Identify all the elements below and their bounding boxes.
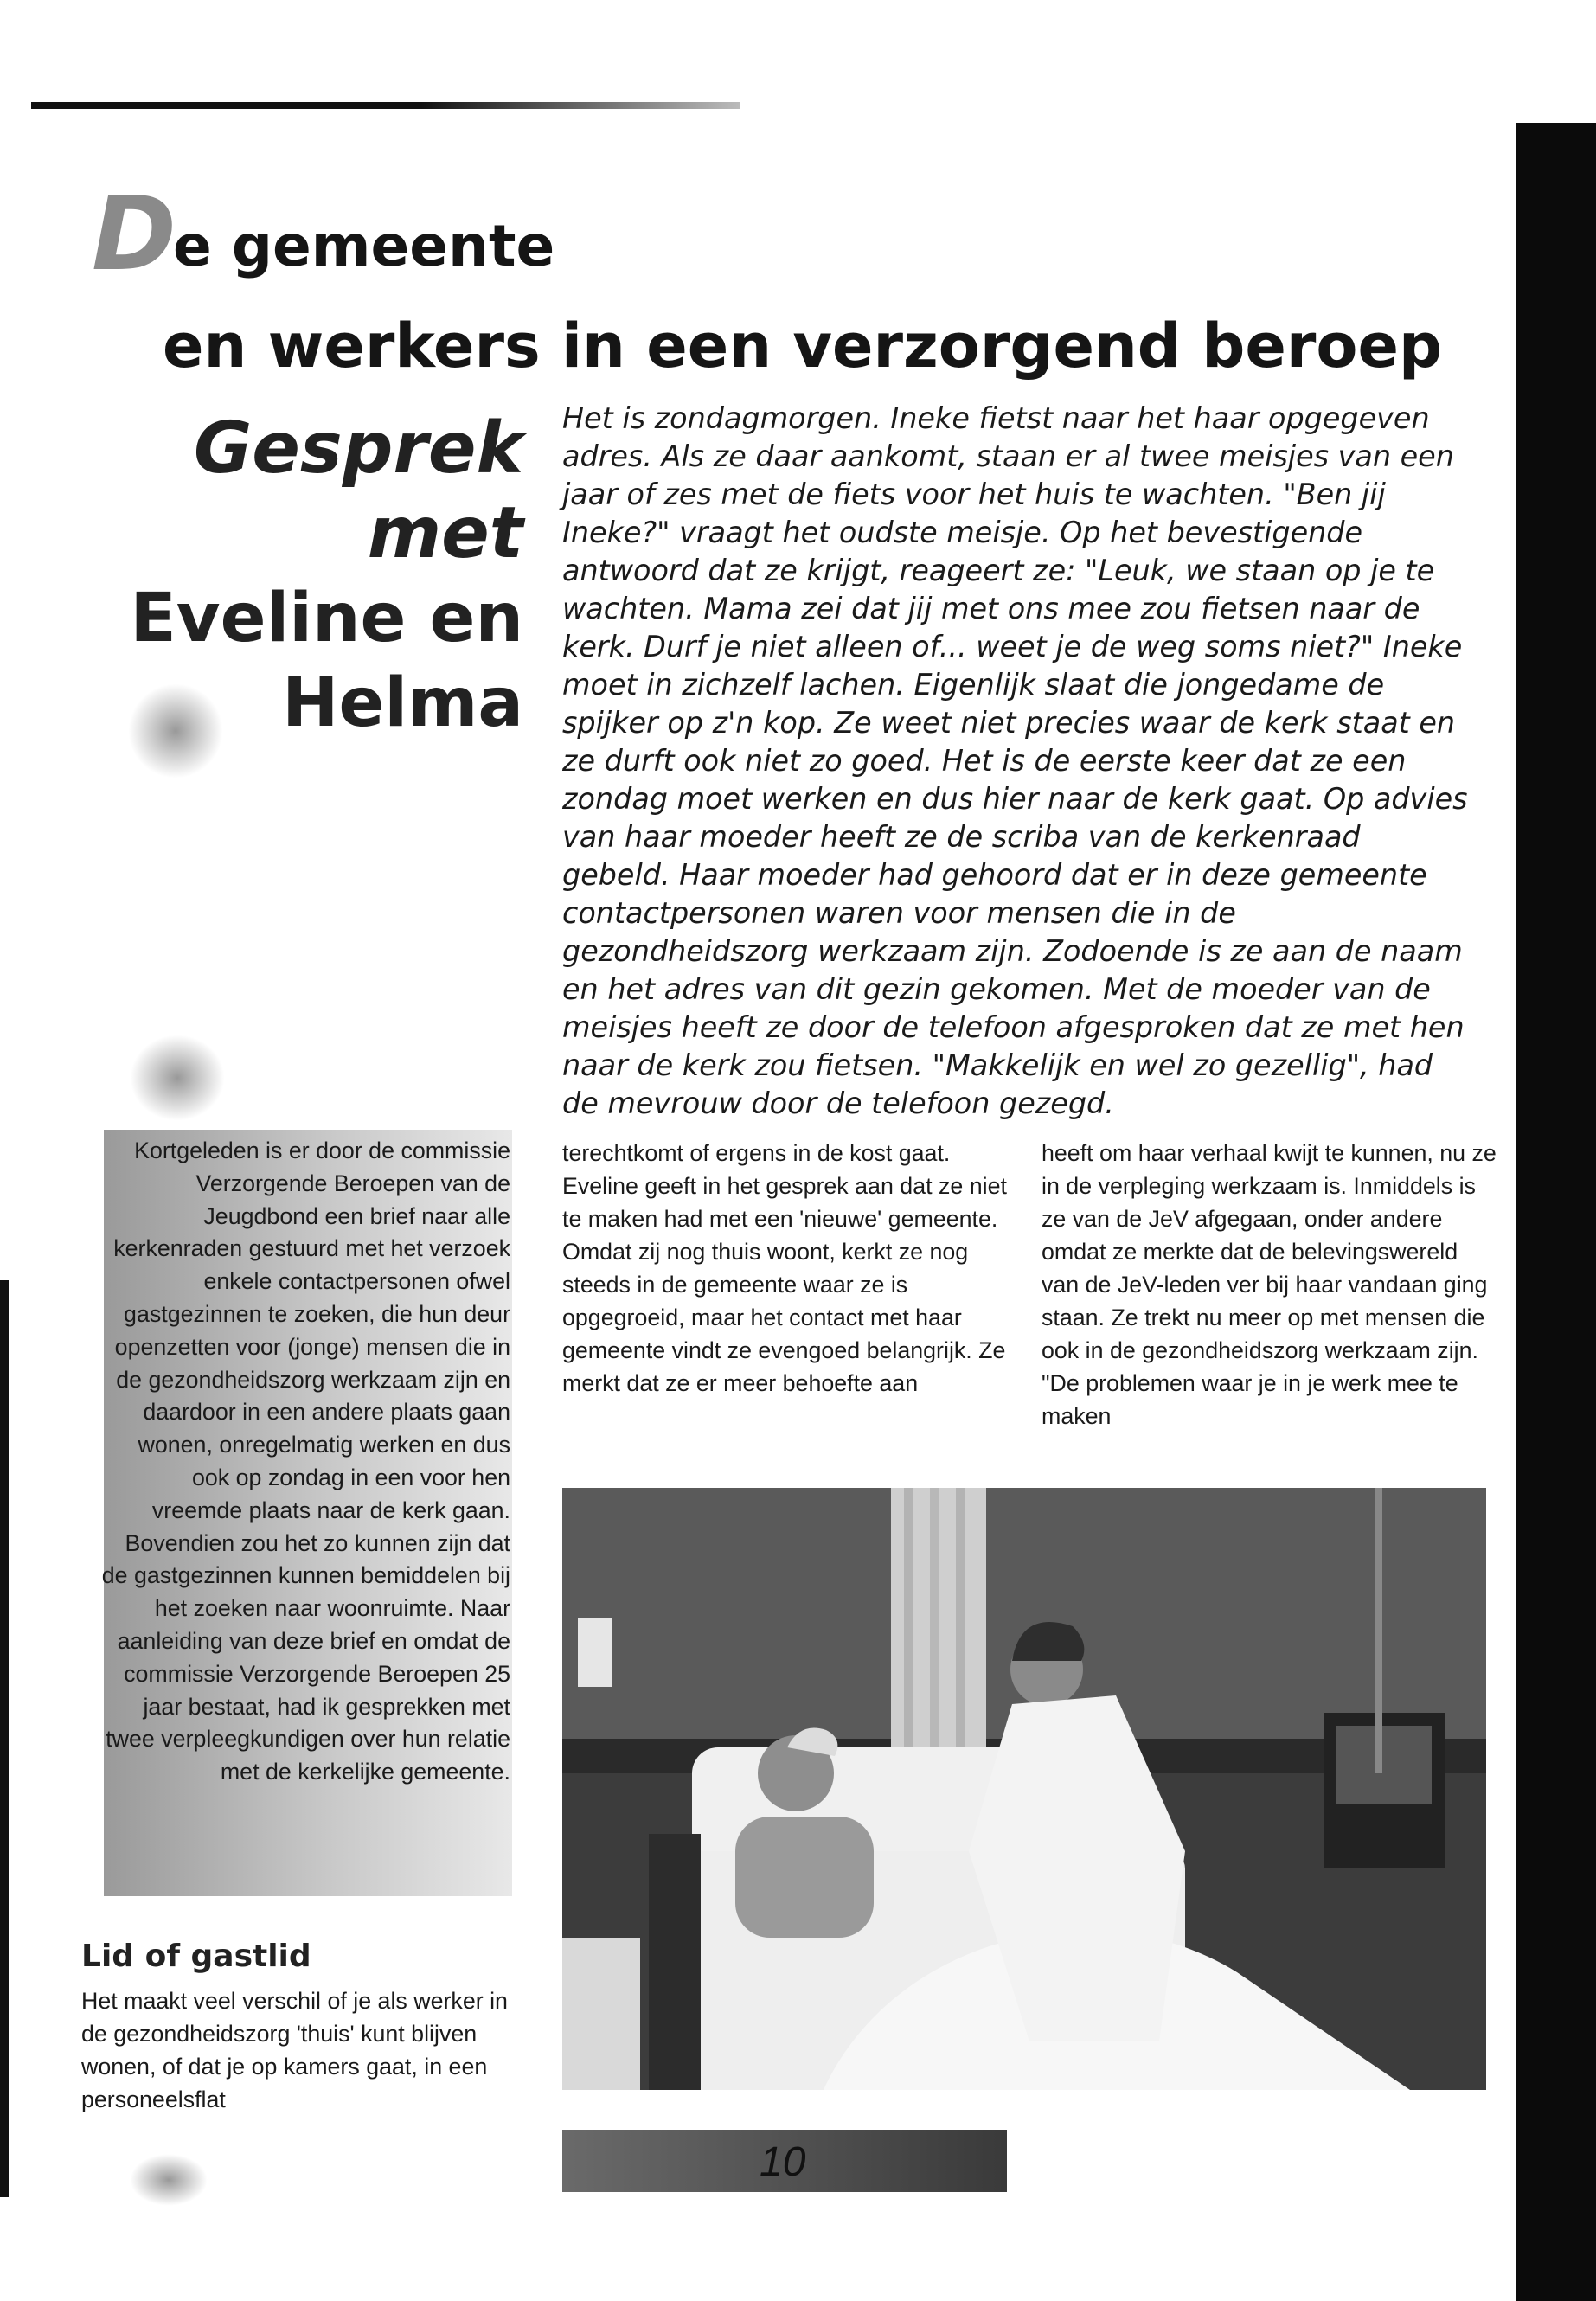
title-line-1	[92, 174, 555, 293]
scan-edge-bar	[1516, 123, 1596, 2301]
hospital-scene-illustration	[562, 1488, 1486, 2090]
subtitle-line-3: Helma	[282, 664, 523, 742]
sidebar-text: Kortgeleden is er door de commissie Verzorgende Beroepen van de Jeugdbond een brief naar alle kerkenraden gestuurd met het verzoek enkele contactpersonen ofwel gastgezinnen te zoeken, die hun deur openzetten voor (jonge) mensen die in de gezondheidszorg werkzaam zijn en daardoor in een andere plaats gaan wonen, onregelmatig werken en dus ook op zondag in een voor hen vreemde plaats naar de kerk gaan. Bovendien zou het zo kunnen zijn dat de gastgezinnen kunnen bemiddelen bij het zoeken naar woonruimte. Naar aanleiding van deze brief en omdat de commissie Verzorgende Beroepen 25 jaar bestaat, had ik gesprekken met twee verpleegkundigen over hun relatie met de kerkelijke gemeente.	[101, 1138, 510, 1785]
title-line-1-text: e gemeente	[172, 213, 555, 279]
subtitle-line-2: Eveline en	[130, 580, 523, 657]
scan-left-edge	[0, 1280, 9, 2197]
body-column-right: heeft om haar verhaal kwijt te kunnen, nu ze in de verpleging werkzaam is. Inmiddels is ze van de JeV afgegaan, onder andere omdat ze merkte dat de belevingswereld van de JeV-leden ver bij haar vandaan ging staan. Ze trekt nu meer op met mensen die ook in de gezondheidszorg werkzaam zijn. "De problemen waar je in je werk mee te maken	[1042, 1140, 1497, 1429]
body-column-left: Het maakt veel verschil of je als werker in de gezondheidszorg 'thuis' kunt blijven wonen, of dat je op kamers gaat, in een personeelsflat	[81, 1988, 508, 2112]
subtitle-line-1: Gesprek met	[193, 407, 523, 574]
page-number: 10	[760, 2139, 806, 2185]
title-dropcap: D	[92, 174, 173, 293]
top-rule	[31, 102, 740, 109]
title-line-2: en werkers in een verzorgend beroep	[163, 311, 1443, 381]
print-speck	[130, 2154, 208, 2206]
print-speck	[130, 1035, 225, 1121]
section-heading: Lid of gastlid	[81, 1939, 311, 1974]
article-subtitle	[39, 407, 523, 746]
hospital-photo	[562, 1488, 1486, 2090]
body-column-middle: terechtkomt of ergens in de kost gaat. Eveline geeft in het gesprek aan dat ze niet te maken had met een 'nieuwe' gemeente. Omdat zij nog thuis woont, kerkt ze nog steeds in de gemeente waar ze is opgegroeid, maar het contact met haar gemeente vindt ze evengoed belangrijk. Ze merkt dat ze er meer behoefte aan	[562, 1140, 1007, 1396]
intro-paragraph: Het is zondagmorgen. Ineke fietst naar het haar opgegeven adres. Als ze daar aankomt, staan er al twee meisjes van een jaar of zes met de fiets voor het huis te wachten. "Ben jij Ineke?" vraagt het oudste meisje. Op het bevestigende antwoord dat ze krijgt, reageert ze: "Leuk, we staan op je te wachten. Mama zei dat jij met ons mee zou fietsen naar de kerk. Durf je niet alleen of... weet je de weg soms niet?" Ineke moet in zichzelf lachen. Eigenlijk slaat die jongedame de spijker op z'n kop. Ze weet niet precies waar de kerk staat en ze durft ook niet zo goed. Het is de eerste keer dat ze een zondag moet werken en dus hier naar de kerk gaat. Op advies van haar moeder heeft ze de scriba van de kerkenraad gebeld. Haar moeder had gehoord dat er in deze gemeente contactpersonen waren voor mensen die in de gezondheidszorg werkzaam zijn. Zodoende is ze aan de naam en het adres van dit gezin gekomen. Met de moeder van de meisjes heeft ze door de telefoon afgesproken dat ze met hen naar de kerk zou fietsen. "Makkelijk en wel zo gezellig", had de mevrouw door de telefoon gezegd.	[562, 401, 1468, 1120]
